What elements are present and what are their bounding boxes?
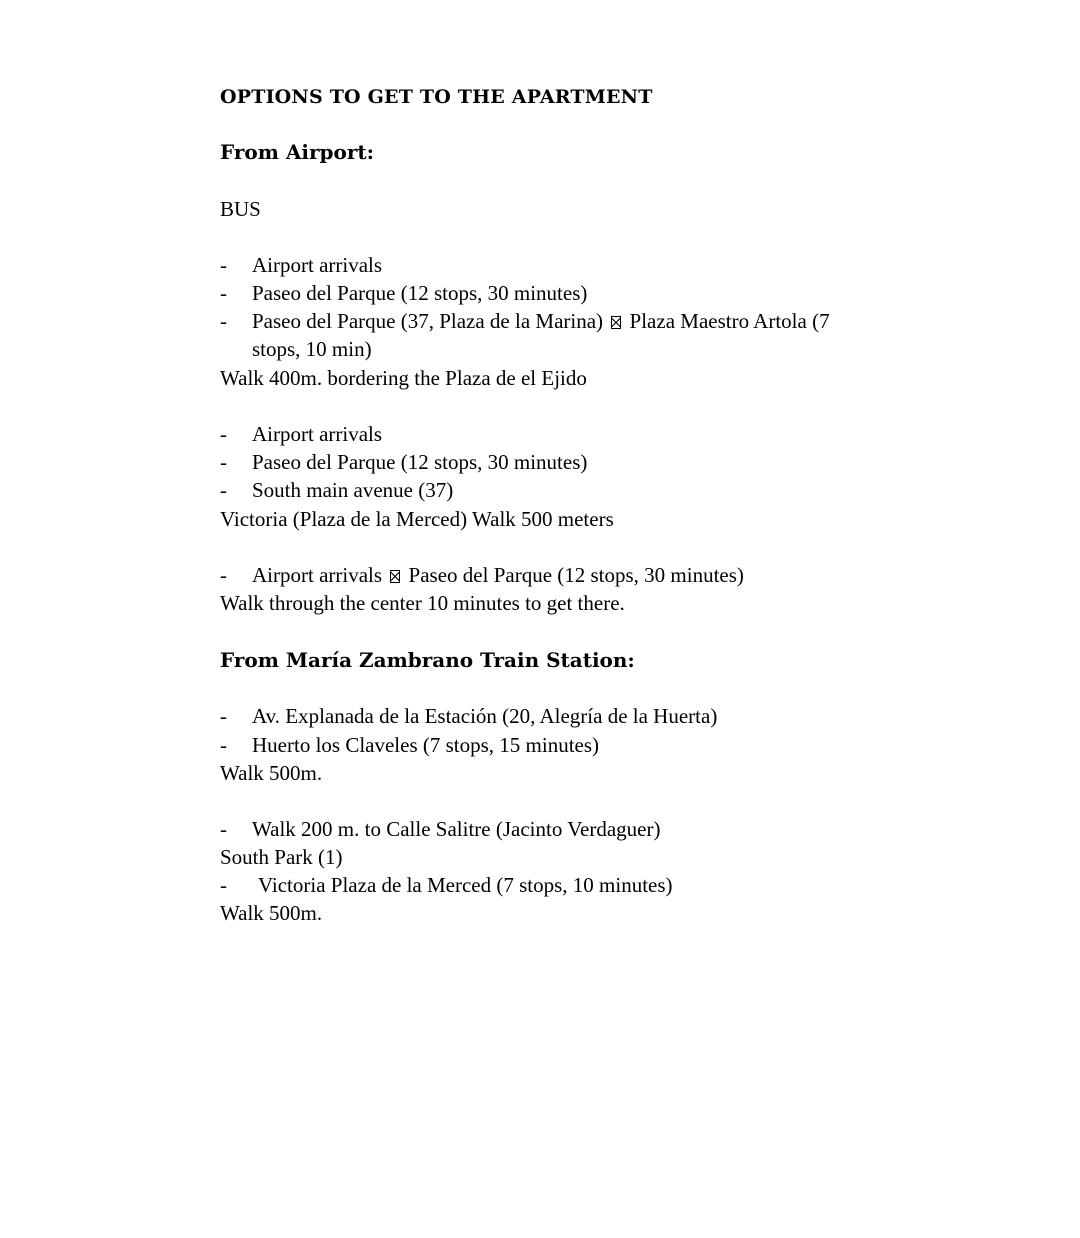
arrow-icon xyxy=(611,316,621,329)
route-note: Walk 500m. xyxy=(220,901,323,925)
train-heading: From María Zambrano Train Station: xyxy=(220,648,635,672)
list-dash: - xyxy=(220,281,227,305)
document-title: OPTIONS TO GET TO THE APARTMENT xyxy=(220,86,653,108)
list-item-text: Paseo del Parque (12 stops, 30 minutes) xyxy=(408,563,744,587)
list-item: South main avenue (37) xyxy=(252,478,454,502)
list-item: Paseo del Parque (12 stops, 30 minutes) xyxy=(252,450,588,474)
list-dash: - xyxy=(220,478,227,502)
list-item xyxy=(252,309,830,334)
list-item-continuation: stops, 10 min) xyxy=(252,337,372,361)
list-dash: - xyxy=(220,704,227,728)
list-item: Victoria Plaza de la Merced (7 stops, 10 minutes) xyxy=(258,873,673,897)
list-dash: - xyxy=(220,733,227,757)
list-dash: - xyxy=(220,817,227,841)
list-item: Walk 200 m. to Calle Salitre (Jacinto Verdaguer) xyxy=(252,817,661,841)
airport-heading: From Airport: xyxy=(220,140,374,164)
list-item: Av. Explanada de la Estación (20, Alegría de la Huerta) xyxy=(252,704,718,728)
arrow-icon xyxy=(390,570,400,583)
transport-mode: BUS xyxy=(220,197,261,221)
list-item-text: Paseo del Parque (37, Plaza de la Marina) xyxy=(252,309,604,333)
list-dash: - xyxy=(220,873,227,897)
list-item: Airport arrivals xyxy=(252,253,383,277)
list-dash: - xyxy=(220,309,227,333)
list-dash: - xyxy=(220,253,227,277)
list-item-text: Plaza Maestro Artola (7 xyxy=(629,309,830,333)
route-text: South Park (1) xyxy=(220,845,343,869)
list-dash: - xyxy=(220,563,227,587)
list-dash: - xyxy=(220,450,227,474)
route-note: Walk 500m. xyxy=(220,761,323,785)
route-note: Walk through the center 10 minutes to get there. xyxy=(220,591,625,615)
list-item: Paseo del Parque (12 stops, 30 minutes) xyxy=(252,281,588,305)
route-note: Victoria (Plaza de la Merced) Walk 500 meters xyxy=(220,507,614,531)
list-item: Huerto los Claveles (7 stops, 15 minutes) xyxy=(252,733,600,757)
list-item xyxy=(252,563,744,588)
list-dash: - xyxy=(220,422,227,446)
route-note: Walk 400m. bordering the Plaza de el Ejido xyxy=(220,366,587,390)
list-item-text: Airport arrivals xyxy=(252,563,383,587)
list-item: Airport arrivals xyxy=(252,422,383,446)
